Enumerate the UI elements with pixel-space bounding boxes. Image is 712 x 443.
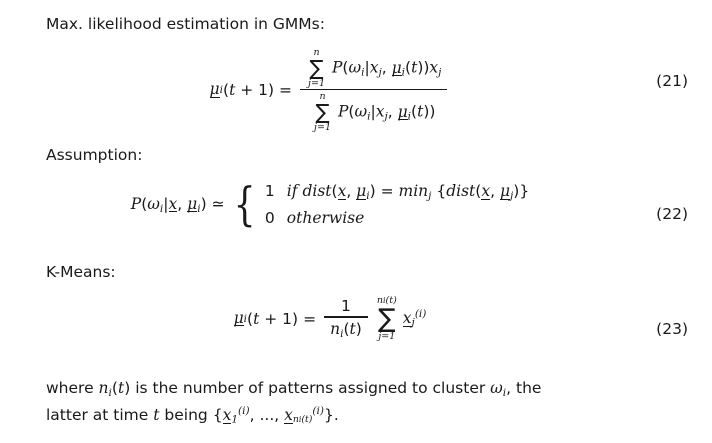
eq21-relation: = xyxy=(279,81,293,100)
closing-paragraph-line-1: where $n_i(t)$ is the number of patterns assigned to cluster $\omega_i$, the xyxy=(46,379,542,399)
left-brace-icon: { xyxy=(233,176,256,231)
eq22-case-row-1 xyxy=(265,182,529,202)
heading-kmeans: K-Means: xyxy=(46,263,116,281)
eq23-relation: = xyxy=(303,309,317,328)
eq22-case-condition-1: if dist(x, $\mu_i) = \min_j$ {dist(x, $\mu_j$)} xyxy=(286,182,530,202)
closing-post-2: . xyxy=(333,405,339,424)
equation-number-21: (21) xyxy=(656,72,688,90)
equation-22 xyxy=(0,176,660,231)
eq23-frac-denominator: $n_i(t)$ xyxy=(330,319,362,340)
closing-paragraph-line-2: latter at time t being {$x_1^{(i)}$, ..., $x_{ni(t)}^{(i)}$}. xyxy=(46,405,339,426)
eq22-relation: ≃ xyxy=(211,195,225,214)
eq22-case-row-2 xyxy=(265,209,529,227)
eq21-numerator: n ∑ j=1 $P(\omega_i|x_j$, $\mu_i(t))x_j$ xyxy=(308,47,442,89)
eq23-lhs-mu: μ xyxy=(233,308,244,327)
eq21-lhs-arg: ( xyxy=(223,81,230,100)
eq22-case-value-2: 0 xyxy=(264,208,275,227)
equation-23: μ i ( t + 1) = $\frac{1}{n_i(t)}$ ni(t) ∑ j=1 $x_j^{(i)}$ xyxy=(233,295,427,342)
eq21-fraction xyxy=(300,48,447,132)
closing-post-1: , the xyxy=(506,379,542,397)
eq23-fraction xyxy=(324,297,368,339)
eq22-cases xyxy=(230,176,530,231)
closing-mid-2: being xyxy=(159,405,213,424)
eq21-lhs-sub: i xyxy=(219,84,223,97)
closing-pre-2: latter at time xyxy=(46,405,154,424)
summation-icon: n ∑ j=1 xyxy=(314,91,331,133)
eq21-denominator: n ∑ j=1 $P(\omega_i|x_j$, $\mu_i(t)$) xyxy=(314,91,436,133)
closing-mid-1: is the number of patterns assigned to cluster xyxy=(130,379,491,397)
eq22-case-value-1: 1 xyxy=(264,182,275,200)
heading-assumption: Assumption: xyxy=(46,146,143,164)
equation-21: μ i ( t + 1) = n ∑ j=1 $P(\omega_i|x_j$, $\mu_i(t))x_j$ n ∑ j=1 $P(\omega_i|x_j$, $\mu_i(t)$) xyxy=(0,48,660,132)
eq21-lhs-mu: μ xyxy=(209,80,220,99)
eq23-frac-numerator: 1 xyxy=(341,297,351,316)
eq22-lhs: $P(\omega_i|x$, $\mu_i$) xyxy=(130,194,207,215)
heading-mle: Max. likelihood estimation in GMMs: xyxy=(46,15,325,33)
eq22-case-condition-2: otherwise xyxy=(286,208,365,227)
summation-icon: n ∑ j=1 xyxy=(308,47,325,89)
closing-pre-1: where xyxy=(46,379,99,397)
summation-icon: ni(t) ∑ j=1 xyxy=(376,295,397,342)
equation-number-22: (22) xyxy=(656,205,688,223)
eq23-summand: $x_j^{(i)}$ xyxy=(402,308,427,329)
equation-number-23: (23) xyxy=(656,320,688,338)
